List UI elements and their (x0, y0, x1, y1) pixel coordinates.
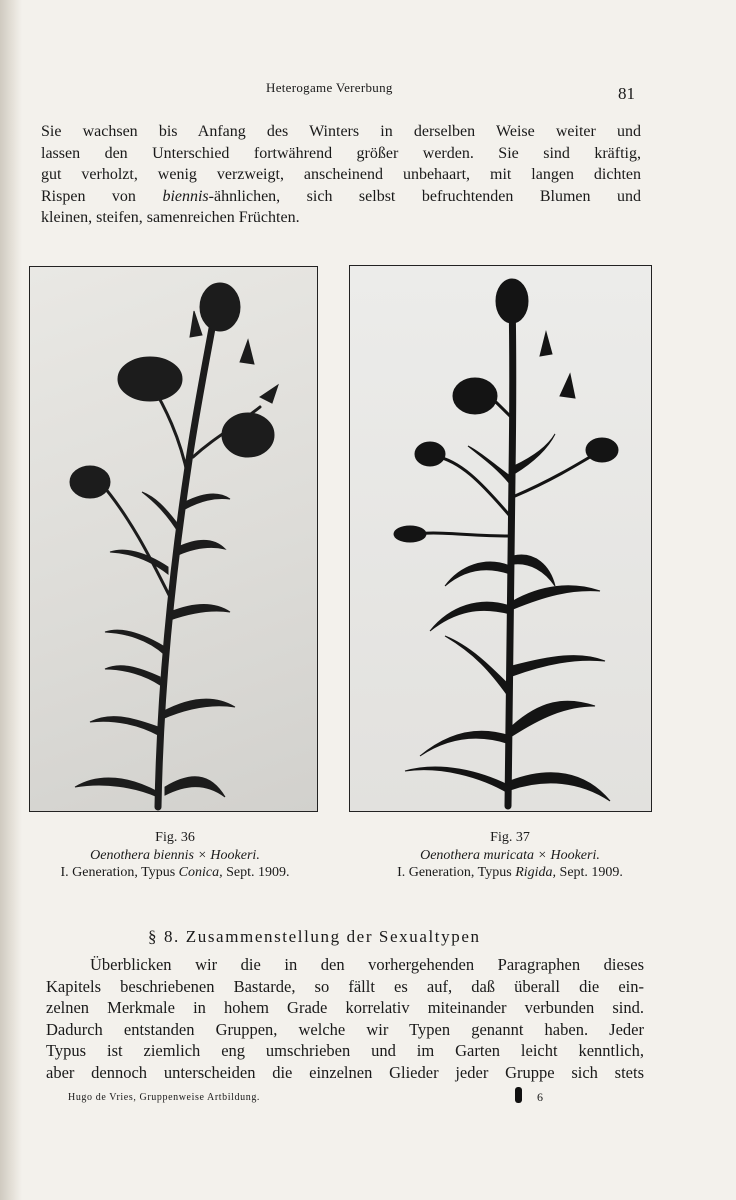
figure-label: Fig. 36 (155, 830, 195, 845)
signature-mark: 6 (537, 1090, 543, 1104)
text-line: gut verholzt, wenig verzweigt, anscheinend unbehaart, mit langen dichten (41, 166, 641, 183)
section-heading: § 8. Zusammenstellung der Sexualtypen (148, 927, 481, 946)
figure-generation: I. Generation, Typus Conica, Sept. 1909. (60, 865, 290, 880)
text-line: zelnen Merkmale in hohem Grade korrelativ miteinander verbunden sind. (46, 998, 644, 1017)
text-line: Kapitels beschriebenen Bastarde, so fällt es auf, daß überall die ein- (46, 976, 644, 996)
page-number: 81 (618, 84, 635, 103)
figure-caption-37 (355, 829, 665, 882)
text-line: Sie wachsen bis Anfang des Winters in derselben Weise weiter und (41, 123, 641, 140)
text-line-mixed: Rispen von biennis-ähnlichen, sich selbst befruchtenden Blumen und (41, 187, 642, 205)
text-line: lassen den Unterschied fortwährend größer werden. Sie sind kräftig, (41, 144, 641, 162)
figure-generation: I. Generation, Typus Rigida, Sept. 1909. (397, 865, 623, 880)
typus-name: Conica, (178, 865, 223, 880)
plant-photo-fig37 (349, 265, 652, 812)
text-line: aber dennoch unterscheiden die einzelnen Glieder jeder Gruppe sich stets (46, 1062, 644, 1082)
plant-silhouette (30, 267, 317, 811)
text-line: Typus ist ziemlich eng umschrieben und im Garten leicht kenntlich, (46, 1041, 644, 1060)
typus-name: Rigida, (515, 865, 557, 880)
text-line: kleinen, steifen, samenreichen Früchten. (41, 209, 300, 226)
species-name: biennis (162, 187, 209, 205)
figure-caption-36 (20, 829, 330, 882)
plant-silhouette (350, 266, 651, 811)
running-title: Heterogame Vererbung (266, 80, 393, 95)
intro-paragraph (41, 121, 641, 229)
text-line: Dadurch entstanden Gruppen, welche wir Typen genannt haben. Jeder (46, 1019, 644, 1039)
figure-label: Fig. 37 (490, 830, 530, 845)
page-edge-shadow (0, 0, 22, 1200)
footer-author-title: Hugo de Vries, Gruppenweise Artbildung. (68, 1092, 261, 1103)
figure-species: Oenothera biennis × Hookeri. (90, 847, 260, 863)
section-body (46, 954, 644, 1083)
figure-species: Oenothera muricata × Hookeri. (420, 847, 600, 863)
ink-mark (515, 1087, 522, 1103)
plant-photo-fig36 (29, 266, 318, 812)
text-line: Überblicken wir die in den vorhergehenden Paragraphen dieses (90, 955, 644, 974)
